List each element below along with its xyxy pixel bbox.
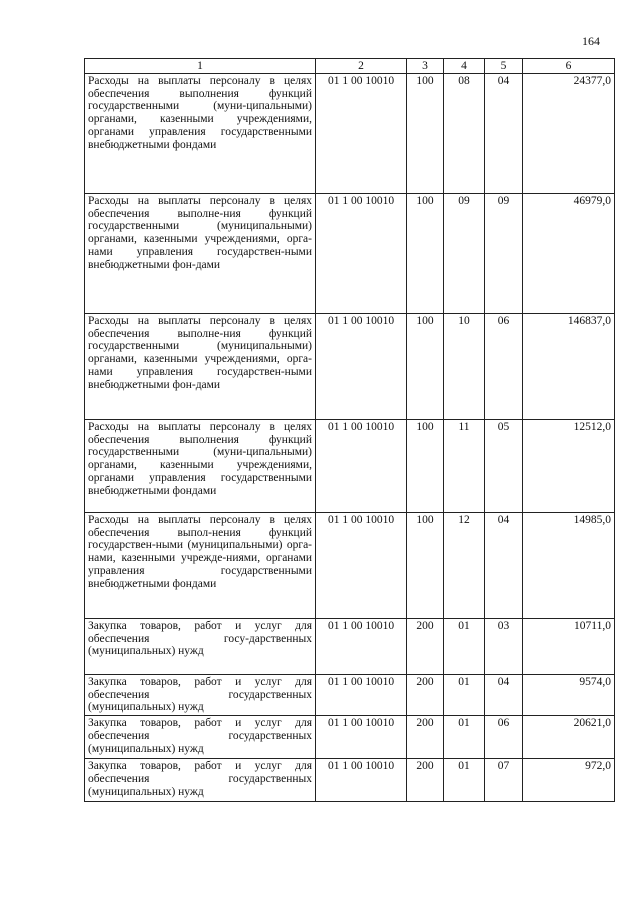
target-article-code: 01 1 00 10010 (316, 194, 407, 314)
header-col-1: 1 (85, 59, 316, 74)
subsection-code: 06 (485, 716, 523, 759)
subsection-code: 04 (485, 513, 523, 619)
amount: 20621,0 (523, 716, 615, 759)
target-article-code: 01 1 00 10010 (316, 314, 407, 420)
expense-description: Закупка товаров, работ и услуг для обеспечения госу-дарственных (муниципальных) нужд (85, 619, 316, 675)
expense-description: Закупка товаров, работ и услуг для обеспечения государственных (муниципальных) нужд (85, 759, 316, 802)
target-article-code: 01 1 00 10010 (316, 716, 407, 759)
expense-type-code: 100 (407, 420, 444, 513)
target-article-code: 01 1 00 10010 (316, 513, 407, 619)
header-col-5: 5 (485, 59, 523, 74)
expense-description: Расходы на выплаты персоналу в целях обеспечения выполне-ния функций государственными (муниципальными) органами, казенными учреждениями, орга-нами управления государствен-ными внебюджетными фон-дами (85, 194, 316, 314)
subsection-code: 04 (485, 675, 523, 716)
page-number: 164 (582, 34, 600, 48)
table-row (85, 759, 615, 802)
amount: 24377,0 (523, 74, 615, 194)
expense-type-code: 100 (407, 314, 444, 420)
table-row (85, 716, 615, 759)
target-article-code: 01 1 00 10010 (316, 675, 407, 716)
amount: 10711,0 (523, 619, 615, 675)
expense-description: Расходы на выплаты персоналу в целях обеспечения выполне-ния функций государственными (муниципальными) органами, казенными учреждениями, орга-нами управления государствен-ными внебюджетными фон-дами (85, 314, 316, 420)
amount: 12512,0 (523, 420, 615, 513)
subsection-code: 04 (485, 74, 523, 194)
table-header-row (85, 59, 615, 74)
section-code: 01 (444, 716, 485, 759)
table-row (85, 314, 615, 420)
subsection-code: 06 (485, 314, 523, 420)
target-article-code: 01 1 00 10010 (316, 619, 407, 675)
expense-type-code: 200 (407, 619, 444, 675)
expense-description: Закупка товаров, работ и услуг для обеспечения государственных (муниципальных) нужд (85, 716, 316, 759)
header-col-4: 4 (444, 59, 485, 74)
header-col-2: 2 (316, 59, 407, 74)
expense-type-code: 200 (407, 675, 444, 716)
target-article-code: 01 1 00 10010 (316, 74, 407, 194)
table-row (85, 194, 615, 314)
section-code: 01 (444, 619, 485, 675)
expense-type-code: 200 (407, 759, 444, 802)
section-code: 10 (444, 314, 485, 420)
target-article-code: 01 1 00 10010 (316, 420, 407, 513)
table-row (85, 74, 615, 194)
expense-description: Закупка товаров, работ и услуг для обеспечения государственных (муниципальных) нужд (85, 675, 316, 716)
subsection-code: 07 (485, 759, 523, 802)
amount: 14985,0 (523, 513, 615, 619)
table-row (85, 513, 615, 619)
table-row (85, 675, 615, 716)
section-code: 08 (444, 74, 485, 194)
budget-table (84, 58, 615, 802)
table-row (85, 420, 615, 513)
subsection-code: 03 (485, 619, 523, 675)
amount: 972,0 (523, 759, 615, 802)
section-code: 01 (444, 759, 485, 802)
section-code: 11 (444, 420, 485, 513)
section-code: 12 (444, 513, 485, 619)
target-article-code: 01 1 00 10010 (316, 759, 407, 802)
table-row (85, 619, 615, 675)
expense-type-code: 100 (407, 513, 444, 619)
amount: 46979,0 (523, 194, 615, 314)
amount: 146837,0 (523, 314, 615, 420)
expense-description: Расходы на выплаты персоналу в целях обеспечения выполнения функций государственными (муни-ципальными) органами, казенными учреждениями, органами управления государственными внебюджетными фондами (85, 420, 316, 513)
section-code: 01 (444, 675, 485, 716)
expense-description: Расходы на выплаты персоналу в целях обеспечения выпол-нения функций государствен-ными (муниципальными) орга-нами, казенными учрежде-ниями, органами управления государственными внебюджетными фондами (85, 513, 316, 619)
expense-description: Расходы на выплаты персоналу в целях обеспечения выполнения функций государственными (муни-ципальными) органами, казенными учреждениями, органами управления государственными внебюджетными фондами (85, 74, 316, 194)
expense-type-code: 100 (407, 194, 444, 314)
header-col-6: 6 (523, 59, 615, 74)
expense-type-code: 200 (407, 716, 444, 759)
header-col-3: 3 (407, 59, 444, 74)
section-code: 09 (444, 194, 485, 314)
subsection-code: 09 (485, 194, 523, 314)
expense-type-code: 100 (407, 74, 444, 194)
amount: 9574,0 (523, 675, 615, 716)
subsection-code: 05 (485, 420, 523, 513)
